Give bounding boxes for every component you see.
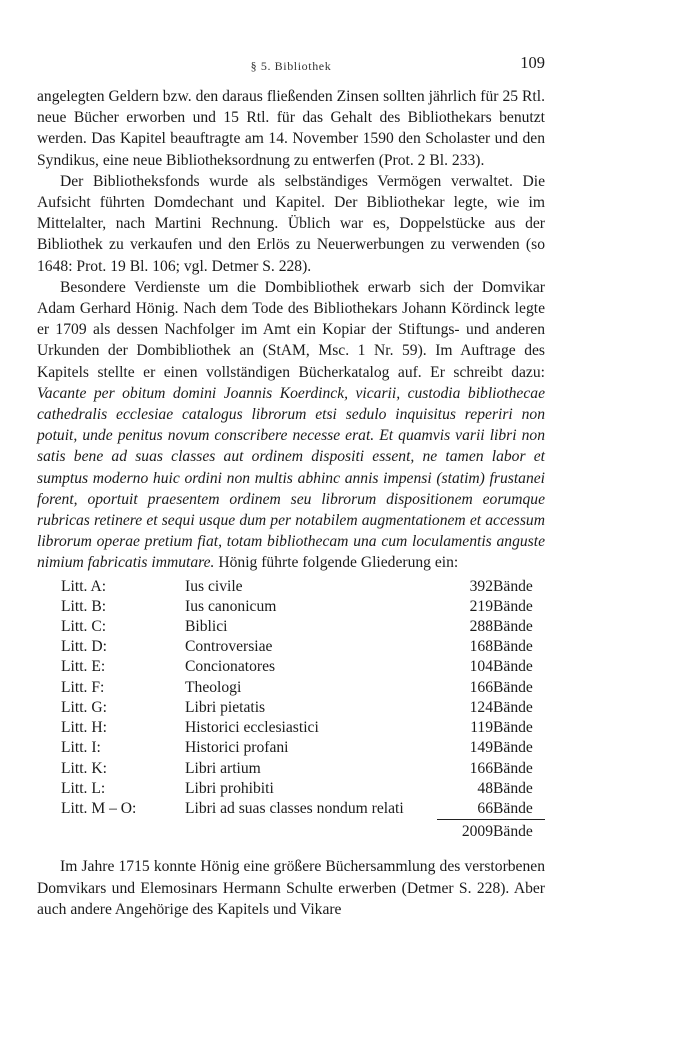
page-number: 109 — [520, 53, 545, 72]
table-row — [61, 759, 545, 779]
table-row — [61, 637, 545, 657]
latin-quote: Vacante per obitum domini Joannis Koerdinck, vicarii, custodia bibliothecae cathedralis ecclesiae catalogus librorum etsi sedulo inquisitus reperiri non potuit, unde penitus novum conscribere necesse erat. Et quamvis varii libri non satis bene ad suas classes aut ordinem dispositi essent, ne tamen labor et sumptus moderno huic ordini non multis abhinc annis impensi (statim) frustanei forent, oportuit praesentem ordinem seu librorum dispositionem eorumque rubricas retinere et sequi usque dum per notabilem augmentationem et accessum librorum operae pretium fiat, totam bibliothecam una cum loculamentis anguste nimium fabricatis immutare. — [37, 384, 545, 572]
row-unit: Bände — [493, 799, 545, 820]
row-subject: Historici profani — [185, 739, 289, 757]
row-signature: Litt. E: — [61, 658, 106, 676]
paragraph-funds: angelegten Geldern bzw. den daraus fließenden Zinsen sollten jährlich für 25 Rtl. neue Bücher erworben und 15 Rtl. für das Gehalt des Bibliothekars benutzt werden. Das Kapitel beauftragte am 14. November 1590 den Scholaster und den Syndikus, eine neue Bibliotheksordnung zu entwerfen (Prot. 2 Bl. 233). — [37, 88, 545, 169]
row-count: 124 — [469, 698, 493, 716]
total-unit: Bände — [493, 823, 533, 841]
row-unit: Bände — [493, 597, 533, 615]
row-signature: Litt. K: — [61, 759, 107, 777]
paragraph-schulte: Im Jahre 1715 konnte Hönig eine größere Büchersammlung des verstorbenen Domvikars und Elemosinars Hermann Schulte erwerben (Detmer S. 228). Aber auch andere Angehörige des Kapitels und Vikare — [37, 858, 545, 918]
row-unit: Bände — [493, 739, 533, 757]
row-unit: Bände — [493, 638, 533, 656]
row-subject: Historici ecclesiastici — [185, 719, 319, 737]
row-count: 392 — [469, 577, 493, 595]
row-unit: Bände — [493, 658, 533, 676]
row-subject: Libri prohibiti — [185, 779, 274, 797]
table-row — [61, 738, 545, 758]
row-count: 119 — [470, 719, 493, 737]
paragraph-administration: Der Bibliotheksfonds wurde als selbständiges Vermögen verwaltet. Die Aufsicht führten Domdechant und Kapitel. Der Bibliothekar legte, wie im Mittelalter, nach Martini Rechnung. Üblich war es, Doppelstücke aus der Bibliothek zu verkaufen und den Erlös zu Neuerwerbungen zu verwenden (so 1648: Prot. 19 Bl. 106; vgl. Detmer S. 228). — [37, 172, 545, 275]
classification-table — [61, 577, 545, 843]
row-subject: Biblici — [185, 618, 228, 636]
row-subject: Theologi — [185, 678, 242, 696]
row-subject: Concionatores — [185, 658, 276, 676]
page-header — [37, 52, 545, 76]
row-count: 66 — [437, 799, 493, 820]
row-signature: Litt. C: — [61, 618, 107, 636]
row-count: 104 — [469, 658, 493, 676]
row-count: 166 — [469, 759, 493, 777]
row-signature: Litt. M – O: — [61, 799, 137, 817]
row-unit: Bände — [493, 759, 533, 777]
row-signature: Litt. F: — [61, 678, 105, 696]
table-row — [61, 577, 545, 597]
table-row — [61, 617, 545, 637]
row-subject: Libri pietatis — [185, 698, 266, 716]
row-signature: Litt. L: — [61, 779, 106, 797]
total-row — [61, 820, 545, 843]
row-signature: Litt. B: — [61, 597, 107, 615]
row-count: 48 — [477, 779, 493, 797]
row-unit: Bände — [493, 719, 533, 737]
running-head: § 5. Bibliothek — [250, 59, 332, 73]
row-subject: Ius civile — [185, 577, 243, 595]
row-count: 166 — [469, 678, 493, 696]
total-count: 2009 — [461, 823, 493, 841]
table-row — [61, 799, 545, 820]
row-unit: Bände — [493, 577, 533, 595]
row-signature: Litt. G: — [61, 698, 107, 716]
row-signature: Litt. I: — [61, 739, 101, 757]
paragraph-hoenig — [37, 277, 545, 574]
row-subject: Ius canonicum — [185, 597, 277, 615]
row-signature: Litt. A: — [61, 577, 107, 595]
book-page — [37, 52, 545, 920]
row-unit: Bände — [493, 678, 533, 696]
row-count: 149 — [469, 739, 493, 757]
row-subject: Libri artium — [185, 759, 261, 777]
table-row — [61, 678, 545, 698]
row-count: 219 — [469, 597, 493, 615]
row-unit: Bände — [493, 618, 533, 636]
table-row — [61, 698, 545, 718]
table-row — [61, 779, 545, 799]
row-signature: Litt. D: — [61, 638, 107, 656]
row-count: 288 — [469, 618, 493, 636]
row-unit: Bände — [493, 779, 533, 797]
table-row — [61, 597, 545, 617]
table-row — [61, 657, 545, 677]
row-subject: Controversiae — [185, 638, 273, 656]
hoenig-intro-text: Besondere Verdienste um die Dombibliothek erwarb sich der Domvikar Adam Gerhard Hönig. Nach dem Tode des Bibliothekars Johann Kördinck legte er 1709 als dessen Nachfolger im Amt ein Kopiar der Stiftungs- und anderen Urkunden der Dombibliothek an (StAM, Msc. 1 Nr. 59). Im Auftrage des Kapitels stellte er einen vollständigen Bücherkatalog auf. Er schreibt dazu: — [37, 278, 545, 381]
row-subject: Libri ad suas classes nondum relati — [185, 799, 404, 817]
row-unit: Bände — [493, 698, 533, 716]
classification-rows — [61, 577, 545, 820]
hoenig-outro-text: Hönig führte folgende Gliederung ein: — [214, 554, 459, 572]
row-count: 168 — [469, 638, 493, 656]
row-signature: Litt. H: — [61, 719, 107, 737]
table-row — [61, 718, 545, 738]
